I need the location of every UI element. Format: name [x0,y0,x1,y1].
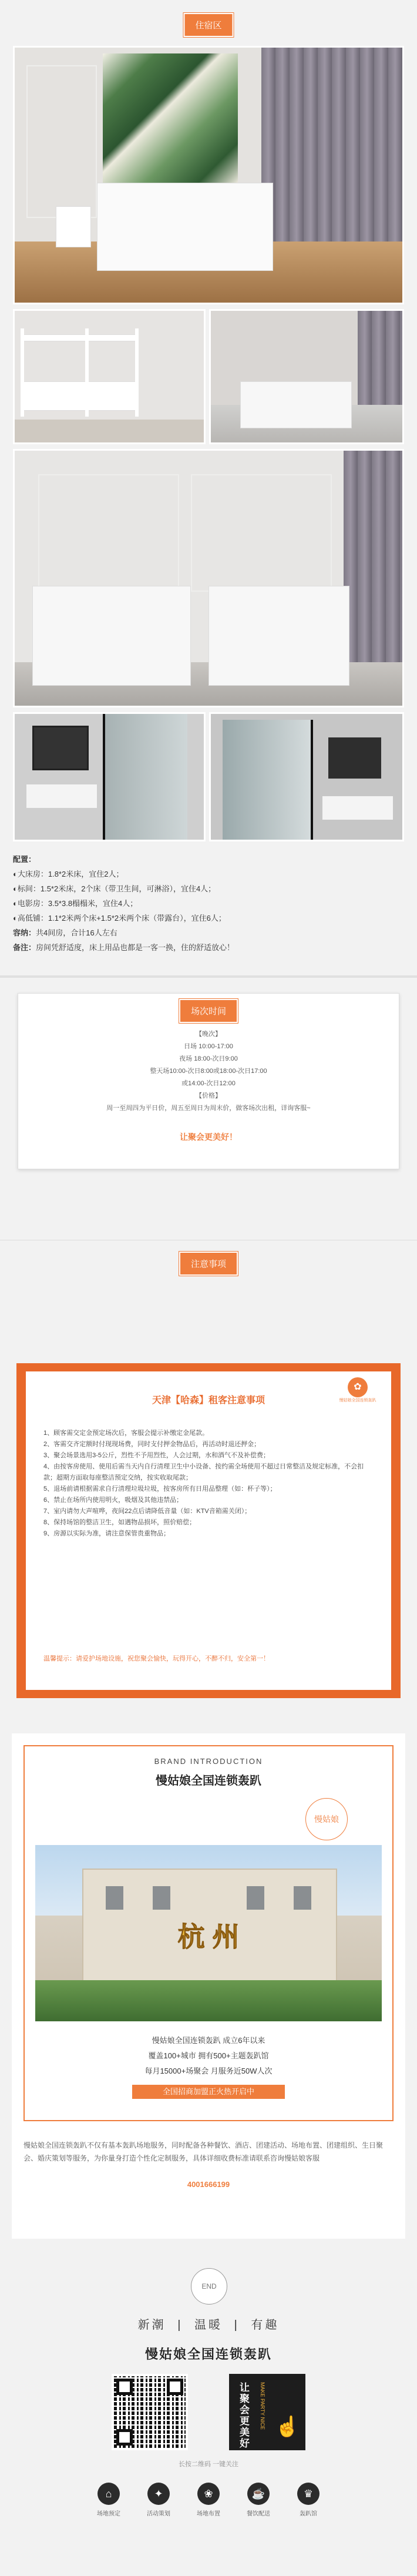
notice-frame [16,1363,401,1698]
notice-list [43,1428,372,1539]
notice-item: 8、保持场馆的整洁卫生，如遇物品损坏，照价赔偿； [43,1519,196,1526]
notice-footer: 温馨提示：请爱护场地设施，祝您聚会愉快，玩得开心，不醉不归，安全第一！ [43,1655,270,1662]
service-label: 餐饮配送 [247,2511,270,2517]
session-tag: 场次时间 [179,999,238,1023]
qr-caption: 长按二维码 一键关注 [178,2461,239,2468]
notice-item: 7、室内请勿大声喧哗，夜间22点后请降低音量（如：KTV音箱需关闭）； [43,1508,251,1515]
brand-highlight: 全国招商加盟正火热开启中 [132,2085,285,2099]
room-photo-bathroom-2 [209,712,404,841]
service-label: 场地布置 [197,2511,220,2517]
room-config [13,852,404,955]
config-line: ◐电影房：3.5*3.8榻榻米，宜住4人； [13,899,138,908]
slogan-vertical: 让聚会更美好 [240,2382,250,2449]
end-mark: END [191,2268,227,2305]
service-label: 场地预定 [97,2511,120,2517]
qr-code[interactable] [112,2374,188,2450]
decor-icon: ❀ [197,2483,220,2505]
service-label: 活动策划 [147,2511,170,2517]
slogan-en: MAKE PARTY NICE [260,2382,265,2430]
capacity-label: 容纳： [13,928,36,937]
notice-item: 9、房源以实际为准，请注意保管贵重物品； [43,1530,170,1537]
room-photo-master [13,46,404,304]
home-icon: ⌂ [97,2483,120,2505]
session-info [23,1028,394,1143]
session-line: 【晚次】 [196,1031,221,1038]
service-item[interactable] [238,2483,279,2517]
pointer-hand-icon: ☝ [275,2416,300,2438]
service-item[interactable] [88,2483,129,2517]
service-item[interactable] [188,2483,229,2517]
session-line: 日场 10:00-17:00 [184,1043,233,1050]
session-line: 或14:00-次日12:00 [181,1080,236,1087]
config-label: 配置： [13,855,36,864]
notice-logo-text: 慢姑娘全国连锁轰趴 [339,1398,376,1403]
note-label: 备注： [13,943,36,952]
brand-stat: 慢姑娘全国连锁轰趴 成立6年以来 [152,2036,265,2045]
room-photo-twin [13,449,404,707]
session-line: 夜场 18:00-次日9:00 [179,1055,238,1062]
notice-item: 5、退场前请根据需求自行清理垃圾垃圾，按客房所有日用品整理（如：杯子等）； [43,1485,277,1492]
service-label: 轰趴馆 [300,2511,317,2517]
notice-item: 4、由按客房使用、使用后需当天内自行清理卫生中小设备、按约需全场使用不超过日常整洁及规定标准，不会扣款；超期方面取每座整洁预定交纳，按实收取尾款； [43,1463,364,1481]
brand-desc: 慢姑娘全国连锁轰趴不仅有基本轰趴场地服务，同时配备各种餐饮、酒店、团建活动、场地布置、团建组织、生日聚会、婚庆策划等服务，为你量身打造个性化定制服务，具体详细收费标准请联系咨询慢姑娘客服 [23,2141,384,2162]
brand-stat: 每月15000+场聚会 月服务近50W人次 [144,2067,273,2075]
brand-intro-en: BRAND INTRODUCTION [154,1757,263,1766]
notice-item: 1、顾客需交定金预定场次后，客服会提示补缴定金尾款。 [43,1430,209,1437]
notice-item: 3、聚会场景选用3-5公斤，烈性不予用烈性，人会过期，水和酒气不及补偿费； [43,1452,270,1459]
room-photo-standard [209,309,404,444]
brand-title: 慢姑娘全国连锁轰趴 [156,1775,261,1787]
brand-logo-icon: ✿ [348,1377,368,1397]
brand-stats [23,2033,394,2079]
tagline: 新潮 [137,2319,166,2332]
party-icon: ✦ [147,2483,170,2505]
notice-title: 天津【哈森】租客注意事项 [152,1396,265,1406]
food-icon: ☕ [247,2483,270,2505]
brand-badge: 慢姑娘 [305,1798,348,1840]
footer-brand: 慢姑娘全国连锁轰趴 [144,2347,272,2362]
note-value: 房间凭舒适度，床上用品也都是一客一换，住的舒适放心！ [36,943,235,952]
brand-stat: 覆盖100+城市 拥有500+主题轰趴馆 [148,2051,269,2060]
config-line: ◐大床房：1.8*2米床，宜住2人； [13,870,124,878]
tagline: 有趣 [251,2319,280,2332]
config-line: ◐高低铺：1.1*2米两个床+1.5*2米两个床（带露台），宜住6人； [13,914,226,923]
notice-item: 6、禁止在场所内使用明火，吸烟及其他违禁品； [43,1497,183,1504]
room-photo-bunk [13,309,206,444]
service-icons [88,2483,329,2517]
session-line: 【价格】 [196,1092,221,1099]
footer-taglines: 新潮 | 温暖 | 有趣 [137,2319,280,2332]
brand-hotline: 4001666199 [187,2180,230,2189]
config-line: ◐标间：1.5*2米床，2个床（带卫生间，可淋浴），宜住4人； [13,884,216,893]
tagline: 温暖 [194,2319,223,2332]
service-item[interactable] [138,2483,179,2517]
accommodation-tag: 住宿区 [183,13,233,37]
notice-item: 2、客需交齐定额时付现现场费，同时支付押金物品后，再活动时退还押金； [43,1441,261,1448]
session-line: 周一至周四为平日价，周五至周日为周末价，做客场次出租，详询客服~ [106,1105,311,1112]
notice-tag: 注意事项 [179,1252,238,1276]
notice-content [26,1371,391,1690]
service-item[interactable] [288,2483,329,2517]
venue-icon: ♛ [297,2483,320,2505]
session-line: 整天场10:00-次日8:00或18:00-次日17:00 [150,1068,267,1075]
slogan-block [229,2374,305,2450]
capacity-value: 共4间房，合计16人左右 [36,928,117,937]
brand-photo [35,1845,382,2021]
session-slogan: 让聚会更美好！ [180,1132,237,1142]
brand-city: 杭 州 [177,1921,240,1952]
room-photo-bathroom-1 [13,712,206,841]
